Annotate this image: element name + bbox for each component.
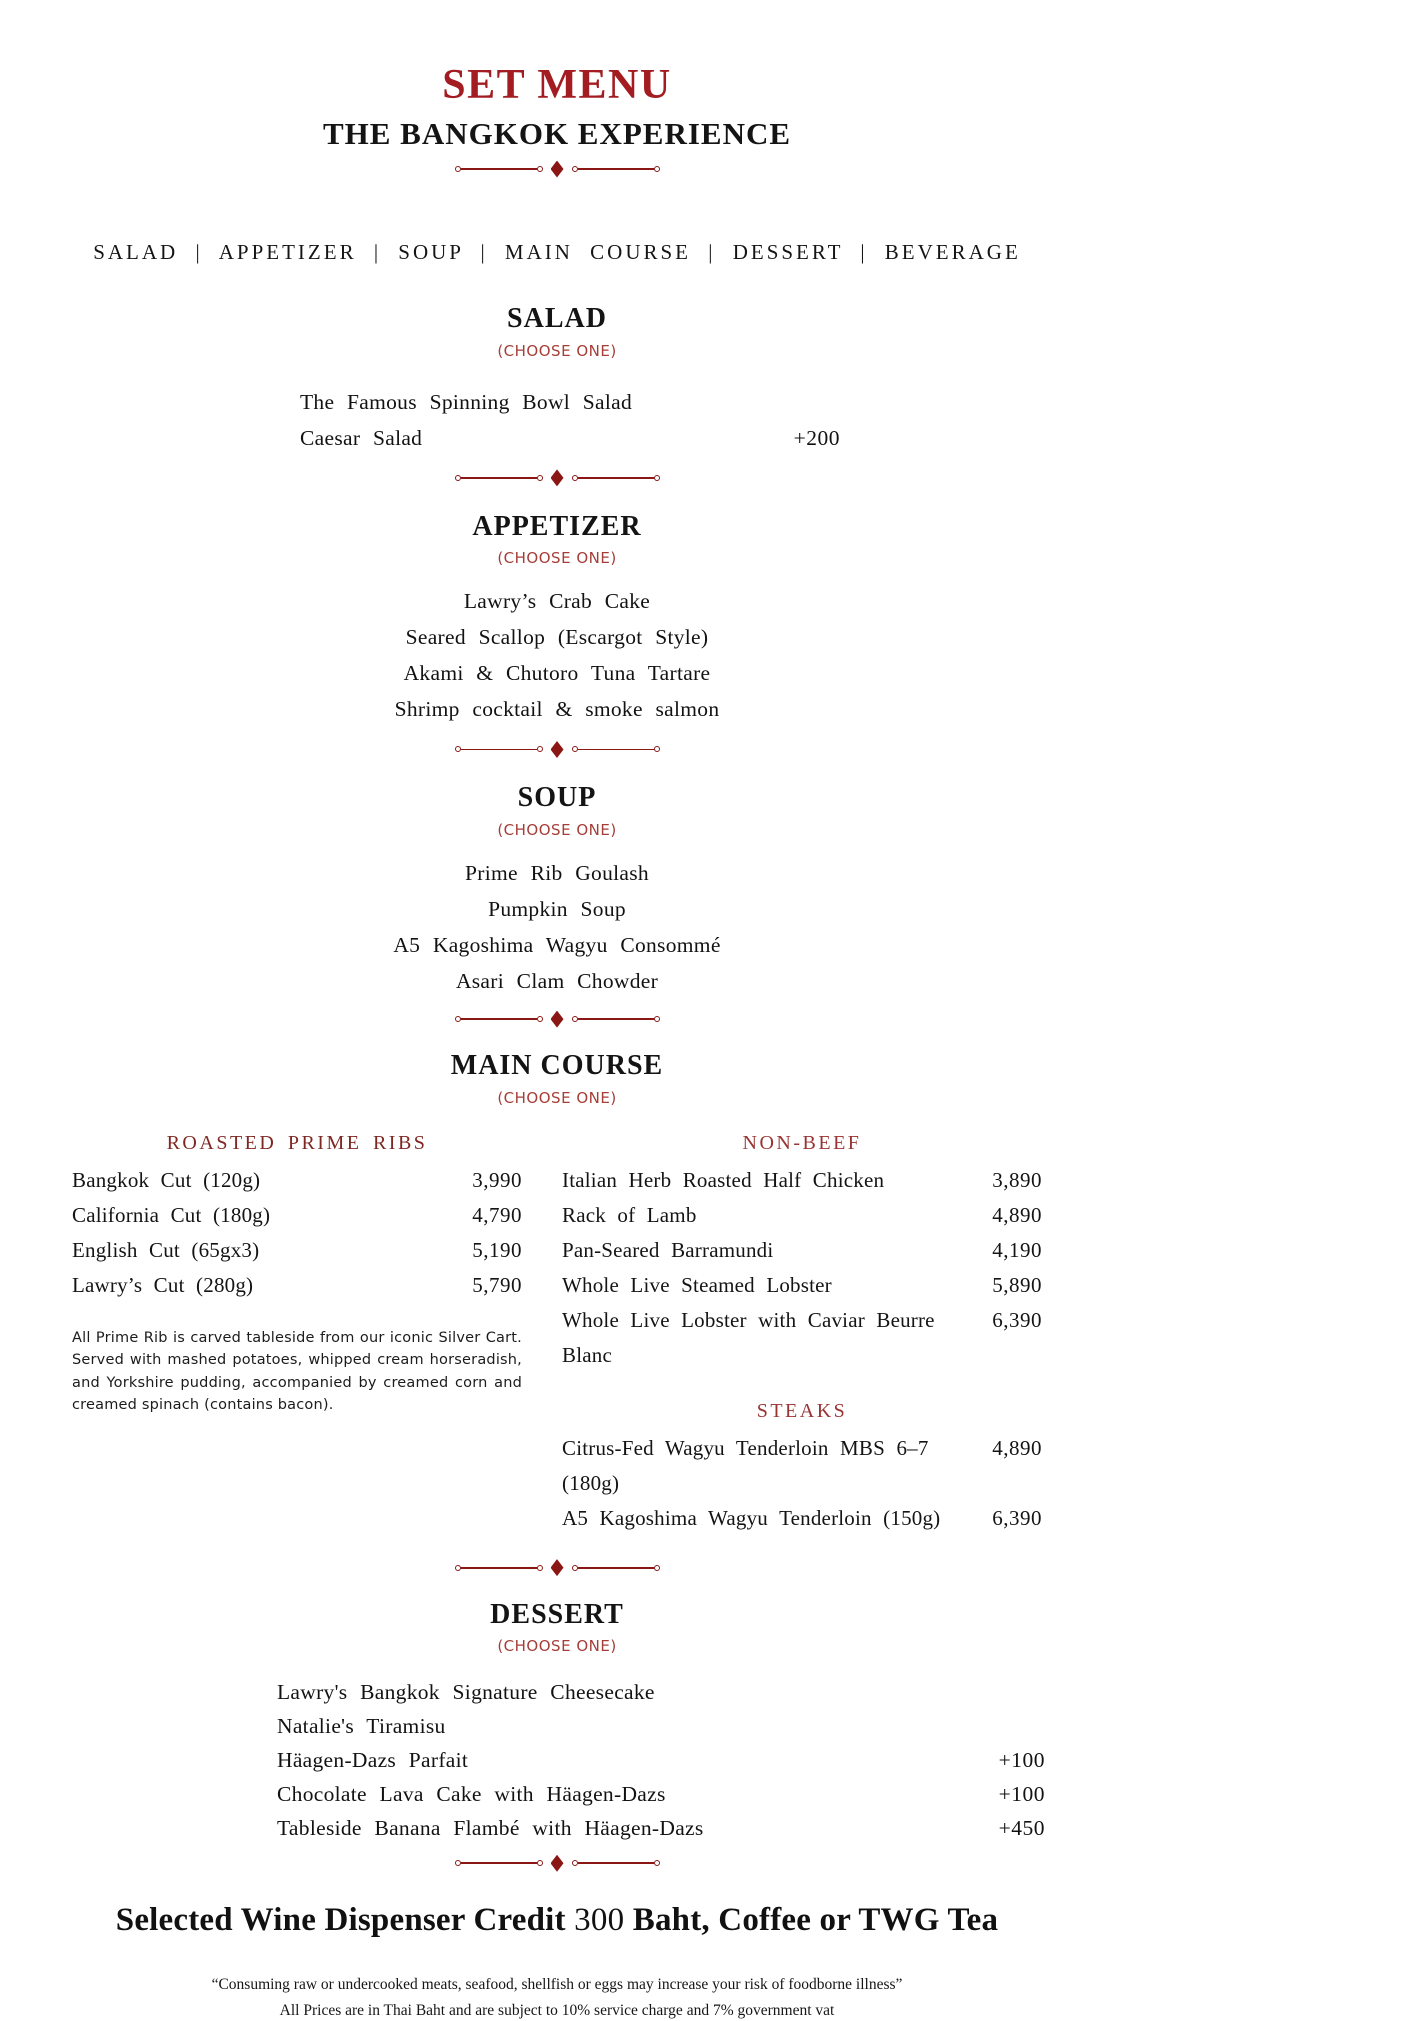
- footer-pricing-note: All Prices are in Thai Baht and are subject to 10% service charge and 7% government vat: [279, 2002, 835, 2020]
- divider-segment: [455, 166, 543, 172]
- choose-one-label: (CHOOSE ONE): [497, 1637, 617, 1656]
- choose-one-label: (CHOOSE ONE): [497, 1088, 617, 1107]
- menu-item-row: [562, 1233, 1042, 1268]
- item-name: Chocolate Lava Cake with Häagen-Dazs: [277, 1782, 666, 1807]
- non-beef-title: NON-BEEF: [742, 1131, 862, 1154]
- section-divider: [72, 470, 1042, 486]
- soup-items: [72, 855, 1042, 999]
- divider-end-dot: [537, 1016, 543, 1022]
- item-name: Caesar Salad: [300, 425, 423, 450]
- choose-one-label: (CHOOSE ONE): [497, 821, 617, 840]
- divider-line: [578, 749, 654, 751]
- divider-line: [461, 168, 537, 170]
- item-price: 3,890: [992, 1167, 1042, 1192]
- divider-end-dot: [654, 1860, 660, 1866]
- salad-items: [300, 384, 840, 456]
- menu-item-row: [300, 384, 840, 420]
- item-name: Whole Live Lobster with Caviar Beurre Blanc: [562, 1307, 935, 1367]
- footer-disclaimer: “Consuming raw or undercooked meats, seafood, shellfish or eggs may increase your risk of foodborne illness”: [211, 1976, 903, 1994]
- item-name: Lawry’s Cut (280g): [72, 1272, 254, 1297]
- salad-section-title: SALAD: [507, 303, 607, 335]
- menu-item-row: [277, 1743, 1045, 1777]
- item-price: 6,390: [992, 1505, 1042, 1530]
- item-price: 5,890: [992, 1272, 1042, 1297]
- divider-segment: [572, 166, 660, 172]
- menu-item-row: [562, 1431, 1042, 1501]
- divider-end-dot: [537, 166, 543, 172]
- menu-item-row: [72, 1198, 522, 1233]
- divider-segment: [455, 1565, 543, 1571]
- prime-ribs-column: [72, 1131, 522, 1536]
- menu-item-row: [562, 1303, 1042, 1373]
- menu-item-row: [72, 1268, 522, 1303]
- divider-segment: [455, 1860, 543, 1866]
- item-price: 4,790: [472, 1202, 522, 1227]
- divider-segment: [455, 746, 543, 752]
- item-name: Tableside Banana Flambé with Häagen-Dazs: [277, 1816, 704, 1841]
- divider-end-dot: [654, 746, 660, 752]
- diamond-ornament-icon: [551, 1559, 564, 1576]
- menu-item-row: [277, 1675, 1045, 1709]
- divider-end-dot: [654, 1016, 660, 1022]
- menu-item-row: [277, 1811, 1045, 1845]
- item-price: +450: [998, 1816, 1045, 1841]
- divider-segment: [572, 475, 660, 481]
- menu-item-row: [72, 1163, 522, 1198]
- item-name: California Cut (180g): [72, 1202, 271, 1227]
- course-summary-line: SALAD | APPETIZER | SOUP | MAIN COURSE | DESSERT | BEVERAGE: [93, 240, 1021, 264]
- item-price: +100: [998, 1782, 1045, 1807]
- divider-segment: [572, 1016, 660, 1022]
- non-beef-steaks-column: [562, 1131, 1042, 1536]
- item-name: Asari Clam Chowder: [455, 969, 659, 994]
- divider-end-dot: [537, 1565, 543, 1571]
- prime-ribs-title: ROASTED PRIME RIBS: [166, 1131, 428, 1154]
- item-name: Pumpkin Soup: [488, 897, 626, 922]
- divider-line: [578, 1567, 654, 1569]
- divider-end-dot: [537, 1860, 543, 1866]
- item-name: Seared Scallop (Escargot Style): [405, 625, 709, 650]
- section-divider: [72, 161, 1042, 177]
- divider-line: [461, 749, 537, 751]
- divider-line: [461, 1018, 537, 1020]
- diamond-ornament-icon: [551, 469, 564, 486]
- beverage-credit-suffix: Baht, Coffee or TWG Tea: [624, 1902, 999, 1939]
- item-price: 6,390: [992, 1307, 1042, 1332]
- item-price: 4,890: [992, 1435, 1042, 1460]
- item-name: Rack of Lamb: [562, 1202, 697, 1227]
- appetizer-section-title: APPETIZER: [472, 510, 642, 542]
- steaks-title: STEAKS: [756, 1399, 848, 1422]
- menu-sheet: [72, 0, 1045, 2021]
- section-divider: [72, 741, 1042, 757]
- menu-item-row: [562, 1163, 1042, 1198]
- divider-end-dot: [654, 166, 660, 172]
- item-name: Prime Rib Goulash: [465, 861, 649, 886]
- divider-line: [461, 1862, 537, 1864]
- section-divider: [72, 1560, 1042, 1576]
- beverage-credit-amount: 300: [574, 1902, 625, 1939]
- main-course-section-title: MAIN COURSE: [450, 1050, 664, 1082]
- item-name: Shrimp cocktail & smoke salmon: [394, 697, 720, 722]
- divider-end-dot: [654, 1565, 660, 1571]
- divider-segment: [455, 1016, 543, 1022]
- divider-segment: [572, 1565, 660, 1571]
- menu-item-row: [277, 1709, 1045, 1743]
- divider-line: [578, 168, 654, 170]
- item-name: Lawry’s Crab Cake: [463, 589, 651, 614]
- diamond-ornament-icon: [551, 161, 564, 178]
- diamond-ornament-icon: [551, 1011, 564, 1028]
- diamond-ornament-icon: [551, 741, 564, 758]
- footer: [72, 1975, 1042, 2021]
- divider-segment: [572, 1860, 660, 1866]
- item-price: +100: [998, 1748, 1045, 1773]
- section-divider: [72, 1011, 1042, 1027]
- item-name: Häagen-Dazs Parfait: [277, 1748, 469, 1773]
- main-course-columns: [72, 1131, 1042, 1536]
- item-price: 4,190: [992, 1237, 1042, 1262]
- item-price: +200: [793, 425, 840, 450]
- item-name: Natalie's Tiramisu: [277, 1714, 446, 1739]
- menu-item-row: [562, 1198, 1042, 1233]
- item-name: Akami & Chutoro Tuna Tartare: [403, 661, 711, 686]
- item-name: A5 Kagoshima Wagyu Tenderloin (150g): [562, 1505, 941, 1530]
- item-price: 5,190: [472, 1237, 522, 1262]
- choose-one-label: (CHOOSE ONE): [497, 341, 617, 360]
- appetizer-items: [72, 583, 1042, 727]
- item-name: A5 Kagoshima Wagyu Consommé: [393, 933, 721, 958]
- beverage-credit-line: [72, 1899, 1042, 1941]
- menu-subtitle: THE BANGKOK EXPERIENCE: [322, 116, 792, 151]
- divider-end-dot: [654, 475, 660, 481]
- dessert-section-title: DESSERT: [490, 1598, 624, 1630]
- divider-line: [461, 1567, 537, 1569]
- divider-segment: [572, 746, 660, 752]
- item-price: 4,890: [992, 1202, 1042, 1227]
- item-price: 3,990: [472, 1167, 522, 1192]
- menu-item-row: [277, 1777, 1045, 1811]
- divider-segment: [455, 475, 543, 481]
- divider-end-dot: [537, 746, 543, 752]
- menu-item-row: [300, 420, 840, 456]
- menu-item-row: [562, 1501, 1042, 1536]
- choose-one-label: (CHOOSE ONE): [497, 549, 617, 568]
- section-divider: [72, 1855, 1042, 1871]
- item-name: Pan-Seared Barramundi: [562, 1237, 774, 1262]
- item-name: Bangkok Cut (120g): [72, 1167, 261, 1192]
- soup-section-title: SOUP: [517, 782, 597, 814]
- divider-line: [578, 1018, 654, 1020]
- diamond-ornament-icon: [551, 1855, 564, 1872]
- menu-title: SET MENU: [442, 62, 672, 108]
- dessert-items: [277, 1675, 1045, 1845]
- item-name: Citrus-Fed Wagyu Tenderloin MBS 6–7 (180g): [562, 1435, 929, 1495]
- divider-end-dot: [537, 475, 543, 481]
- prime-rib-note: All Prime Rib is carved tableside from our iconic Silver Cart. Served with mashed potatoes, whipped cream horseradish, and Yorkshire pudding, accompanied by creamed corn and creamed spinach (contains bacon).: [72, 1329, 522, 1414]
- item-price: 5,790: [472, 1272, 522, 1297]
- menu-item-row: [72, 1233, 522, 1268]
- item-name: Lawry's Bangkok Signature Cheesecake: [277, 1680, 655, 1705]
- divider-line: [578, 1862, 654, 1864]
- menu-item-row: [562, 1268, 1042, 1303]
- beverage-credit-prefix: Selected Wine Dispenser Credit: [115, 1902, 575, 1939]
- item-name: English Cut (65gx3): [72, 1237, 260, 1262]
- divider-line: [578, 477, 654, 479]
- item-name: The Famous Spinning Bowl Salad: [300, 389, 633, 414]
- item-name: Whole Live Steamed Lobster: [562, 1272, 832, 1297]
- divider-line: [461, 477, 537, 479]
- item-name: Italian Herb Roasted Half Chicken: [562, 1167, 885, 1192]
